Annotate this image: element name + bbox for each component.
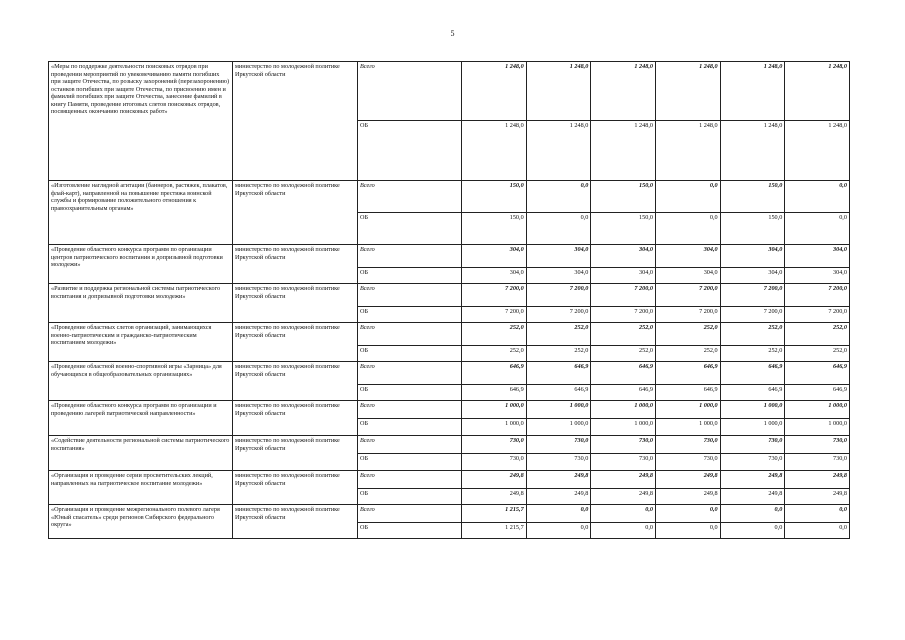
funding-ob-label: ОБ: [358, 346, 462, 362]
ob-value-cell: 1 248,0: [591, 121, 656, 181]
funding-total-label: Всего: [358, 505, 462, 523]
total-value-cell: 730,0: [526, 436, 591, 454]
total-value-cell: 1 248,0: [785, 62, 850, 121]
total-value-cell: 646,9: [526, 362, 591, 385]
activity-description: «Проведение областного конкурса программ по организации и проведению лагерей патриотической направленности»: [49, 401, 233, 436]
total-value-cell: 1 000,0: [462, 401, 527, 419]
total-value-cell: 0,0: [655, 181, 720, 213]
ob-value-cell: 249,8: [462, 489, 527, 505]
responsible-organization: министерство по молодежной политике Иркутской области: [233, 362, 358, 401]
total-value-cell: 0,0: [526, 505, 591, 523]
total-value-cell: 1 248,0: [526, 62, 591, 121]
ob-value-cell: 7 200,0: [591, 307, 656, 323]
activity-description: «Организация и проведение межрегионального полевого лагеря «Юный спасатель» среди регионов Сибирского федерального округа»: [49, 505, 233, 539]
funding-total-label: Всего: [358, 362, 462, 385]
funding-total-label: Всего: [358, 323, 462, 346]
ob-value-cell: 1 000,0: [720, 419, 785, 436]
ob-value-cell: 304,0: [462, 268, 527, 284]
funding-total-label: Всего: [358, 401, 462, 419]
ob-value-cell: 249,8: [720, 489, 785, 505]
total-value-cell: 730,0: [720, 436, 785, 454]
ob-value-cell: 1 215,7: [462, 523, 527, 539]
ob-value-cell: 249,8: [785, 489, 850, 505]
total-value-cell: 730,0: [462, 436, 527, 454]
responsible-organization: министерство по молодежной политике Иркутской области: [233, 245, 358, 284]
activity-description: «Проведение областной военно-спортивной игры «Зарница» для обучающихся в общеобразовательных организациях»: [49, 362, 233, 401]
table-row-total: [49, 471, 850, 489]
activity-description: «Развитие и поддержка региональной системы патриотического воспитания и допризывной подготовки молодежи»: [49, 284, 233, 323]
activity-description: «Меры по поддержке деятельности поисковых отрядов при проведении мероприятий по увековечиванию памяти погибших при защите Отечества, по розыску захоронений (перезахоронению) останков погибших при защите Отечества, по присвоению имен и фамилий погибших при защите Отечества, занесение фамилий в книгу Памяти, проведение итоговых слетов поисковых отрядов, посвященных окончанию поисковых работ»: [49, 62, 233, 181]
table-row-total: [49, 181, 850, 213]
ob-value-cell: 252,0: [720, 346, 785, 362]
ob-value-cell: 7 200,0: [526, 307, 591, 323]
ob-value-cell: 730,0: [526, 454, 591, 471]
total-value-cell: 252,0: [526, 323, 591, 346]
total-value-cell: 150,0: [720, 181, 785, 213]
total-value-cell: 646,9: [785, 362, 850, 385]
ob-value-cell: 0,0: [785, 213, 850, 245]
total-value-cell: 150,0: [591, 181, 656, 213]
ob-value-cell: 0,0: [526, 523, 591, 539]
total-value-cell: 249,8: [462, 471, 527, 489]
table-row-total: [49, 284, 850, 307]
funding-total-label: Всего: [358, 436, 462, 454]
table-row-total: [49, 505, 850, 523]
responsible-organization: министерство по молодежной политике Иркутской области: [233, 323, 358, 362]
table-row-total: [49, 436, 850, 454]
total-value-cell: 252,0: [720, 323, 785, 346]
ob-value-cell: 0,0: [655, 213, 720, 245]
ob-value-cell: 646,9: [526, 385, 591, 401]
total-value-cell: 249,8: [655, 471, 720, 489]
ob-value-cell: 1 000,0: [785, 419, 850, 436]
total-value-cell: 730,0: [785, 436, 850, 454]
total-value-cell: 646,9: [655, 362, 720, 385]
total-value-cell: 252,0: [591, 323, 656, 346]
responsible-organization: министерство по молодежной политике Иркутской области: [233, 284, 358, 323]
ob-value-cell: 646,9: [591, 385, 656, 401]
total-value-cell: 646,9: [591, 362, 656, 385]
ob-value-cell: 304,0: [591, 268, 656, 284]
responsible-organization: министерство по молодежной политике Иркутской области: [233, 401, 358, 436]
activity-description: «Содействие деятельности региональной системы патриотического воспитания»: [49, 436, 233, 471]
ob-value-cell: 304,0: [785, 268, 850, 284]
ob-value-cell: 1 000,0: [655, 419, 720, 436]
total-value-cell: 0,0: [720, 505, 785, 523]
ob-value-cell: 646,9: [720, 385, 785, 401]
ob-value-cell: 1 000,0: [526, 419, 591, 436]
funding-total-label: Всего: [358, 471, 462, 489]
ob-value-cell: 0,0: [720, 523, 785, 539]
total-value-cell: 252,0: [655, 323, 720, 346]
total-value-cell: 249,8: [591, 471, 656, 489]
ob-value-cell: 646,9: [655, 385, 720, 401]
total-value-cell: 150,0: [462, 181, 527, 213]
ob-value-cell: 7 200,0: [655, 307, 720, 323]
total-value-cell: 7 200,0: [526, 284, 591, 307]
total-value-cell: 1 248,0: [655, 62, 720, 121]
total-value-cell: 0,0: [785, 505, 850, 523]
ob-value-cell: 7 200,0: [720, 307, 785, 323]
ob-value-cell: 0,0: [526, 213, 591, 245]
ob-value-cell: 1 248,0: [462, 121, 527, 181]
total-value-cell: 304,0: [785, 245, 850, 268]
responsible-organization: министерство по молодежной политике Иркутской области: [233, 505, 358, 539]
funding-ob-label: ОБ: [358, 489, 462, 505]
total-value-cell: 7 200,0: [462, 284, 527, 307]
ob-value-cell: 252,0: [526, 346, 591, 362]
ob-value-cell: 7 200,0: [785, 307, 850, 323]
total-value-cell: 1 000,0: [655, 401, 720, 419]
funding-ob-label: ОБ: [358, 385, 462, 401]
responsible-organization: министерство по молодежной политике Иркутской области: [233, 181, 358, 245]
total-value-cell: 1 000,0: [785, 401, 850, 419]
ob-value-cell: 304,0: [655, 268, 720, 284]
total-value-cell: 249,8: [720, 471, 785, 489]
total-value-cell: 7 200,0: [720, 284, 785, 307]
responsible-organization: министерство по молодежной политике Иркутской области: [233, 471, 358, 505]
ob-value-cell: 252,0: [785, 346, 850, 362]
total-value-cell: 249,8: [785, 471, 850, 489]
table-row-total: [49, 362, 850, 385]
funding-ob-label: ОБ: [358, 454, 462, 471]
total-value-cell: 304,0: [462, 245, 527, 268]
table-row-total: [49, 401, 850, 419]
total-value-cell: 304,0: [720, 245, 785, 268]
total-value-cell: 249,8: [526, 471, 591, 489]
ob-value-cell: 730,0: [462, 454, 527, 471]
ob-value-cell: 0,0: [785, 523, 850, 539]
total-value-cell: 0,0: [655, 505, 720, 523]
ob-value-cell: 730,0: [591, 454, 656, 471]
funding-total-label: Всего: [358, 245, 462, 268]
ob-value-cell: 1 248,0: [785, 121, 850, 181]
ob-value-cell: 730,0: [720, 454, 785, 471]
funding-ob-label: ОБ: [358, 213, 462, 245]
total-value-cell: 646,9: [720, 362, 785, 385]
page-number: 5: [450, 29, 455, 38]
ob-value-cell: 249,8: [526, 489, 591, 505]
responsible-organization: министерство по молодежной политике Иркутской области: [233, 436, 358, 471]
ob-value-cell: 730,0: [785, 454, 850, 471]
funding-ob-label: ОБ: [358, 268, 462, 284]
funding-ob-label: ОБ: [358, 419, 462, 436]
ob-value-cell: 646,9: [785, 385, 850, 401]
ob-value-cell: 150,0: [720, 213, 785, 245]
total-value-cell: 646,9: [462, 362, 527, 385]
total-value-cell: 0,0: [591, 505, 656, 523]
responsible-organization: министерство по молодежной политике Иркутской области: [233, 62, 358, 181]
funding-ob-label: ОБ: [358, 523, 462, 539]
table-row-total: [49, 245, 850, 268]
ob-value-cell: 150,0: [591, 213, 656, 245]
funding-ob-label: ОБ: [358, 121, 462, 181]
total-value-cell: 0,0: [526, 181, 591, 213]
total-value-cell: 1 215,7: [462, 505, 527, 523]
total-value-cell: 1 248,0: [591, 62, 656, 121]
ob-value-cell: 0,0: [591, 523, 656, 539]
table-row-total: [49, 323, 850, 346]
activity-description: «Изготовление наглядной агитации (баннеров, растяжек, плакатов, флай-карт), направленной на повышение престижа воинской службы и формирование положительного отношения к правоохранительным органам»: [49, 181, 233, 245]
ob-value-cell: 646,9: [462, 385, 527, 401]
total-value-cell: 730,0: [591, 436, 656, 454]
total-value-cell: 304,0: [655, 245, 720, 268]
ob-value-cell: 249,8: [591, 489, 656, 505]
ob-value-cell: 252,0: [591, 346, 656, 362]
total-value-cell: 1 000,0: [526, 401, 591, 419]
ob-value-cell: 1 000,0: [591, 419, 656, 436]
ob-value-cell: 304,0: [720, 268, 785, 284]
ob-value-cell: 1 248,0: [720, 121, 785, 181]
total-value-cell: 7 200,0: [655, 284, 720, 307]
funding-total-label: Всего: [358, 62, 462, 121]
ob-value-cell: 1 000,0: [462, 419, 527, 436]
activity-description: «Организация и проведение серии просветительских лекций, направленных на патриотическое воспитание молодежи»: [49, 471, 233, 505]
ob-value-cell: 730,0: [655, 454, 720, 471]
funding-total-label: Всего: [358, 181, 462, 213]
funding-ob-label: ОБ: [358, 307, 462, 323]
table-row-total: [49, 62, 850, 121]
ob-value-cell: 252,0: [462, 346, 527, 362]
total-value-cell: 730,0: [655, 436, 720, 454]
total-value-cell: 252,0: [785, 323, 850, 346]
total-value-cell: 304,0: [591, 245, 656, 268]
total-value-cell: 1 248,0: [462, 62, 527, 121]
ob-value-cell: 0,0: [655, 523, 720, 539]
activity-description: «Проведение областных слетов организаций, занимающихся военно-патриотическим и гражданско-патриотическим воспитанием молодежи»: [49, 323, 233, 362]
ob-value-cell: 252,0: [655, 346, 720, 362]
total-value-cell: 1 248,0: [720, 62, 785, 121]
funding-total-label: Всего: [358, 284, 462, 307]
ob-value-cell: 304,0: [526, 268, 591, 284]
total-value-cell: 304,0: [526, 245, 591, 268]
ob-value-cell: 249,8: [655, 489, 720, 505]
ob-value-cell: 1 248,0: [526, 121, 591, 181]
ob-value-cell: 1 248,0: [655, 121, 720, 181]
ob-value-cell: 150,0: [462, 213, 527, 245]
activity-description: «Проведение областного конкурса программ по организации центров патриотического воспитания и допризывной подготовки молодежи»: [49, 245, 233, 284]
total-value-cell: 1 000,0: [591, 401, 656, 419]
total-value-cell: 1 000,0: [720, 401, 785, 419]
total-value-cell: 0,0: [785, 181, 850, 213]
ob-value-cell: 7 200,0: [462, 307, 527, 323]
program-activities-table: [48, 61, 850, 539]
total-value-cell: 252,0: [462, 323, 527, 346]
total-value-cell: 7 200,0: [591, 284, 656, 307]
total-value-cell: 7 200,0: [785, 284, 850, 307]
